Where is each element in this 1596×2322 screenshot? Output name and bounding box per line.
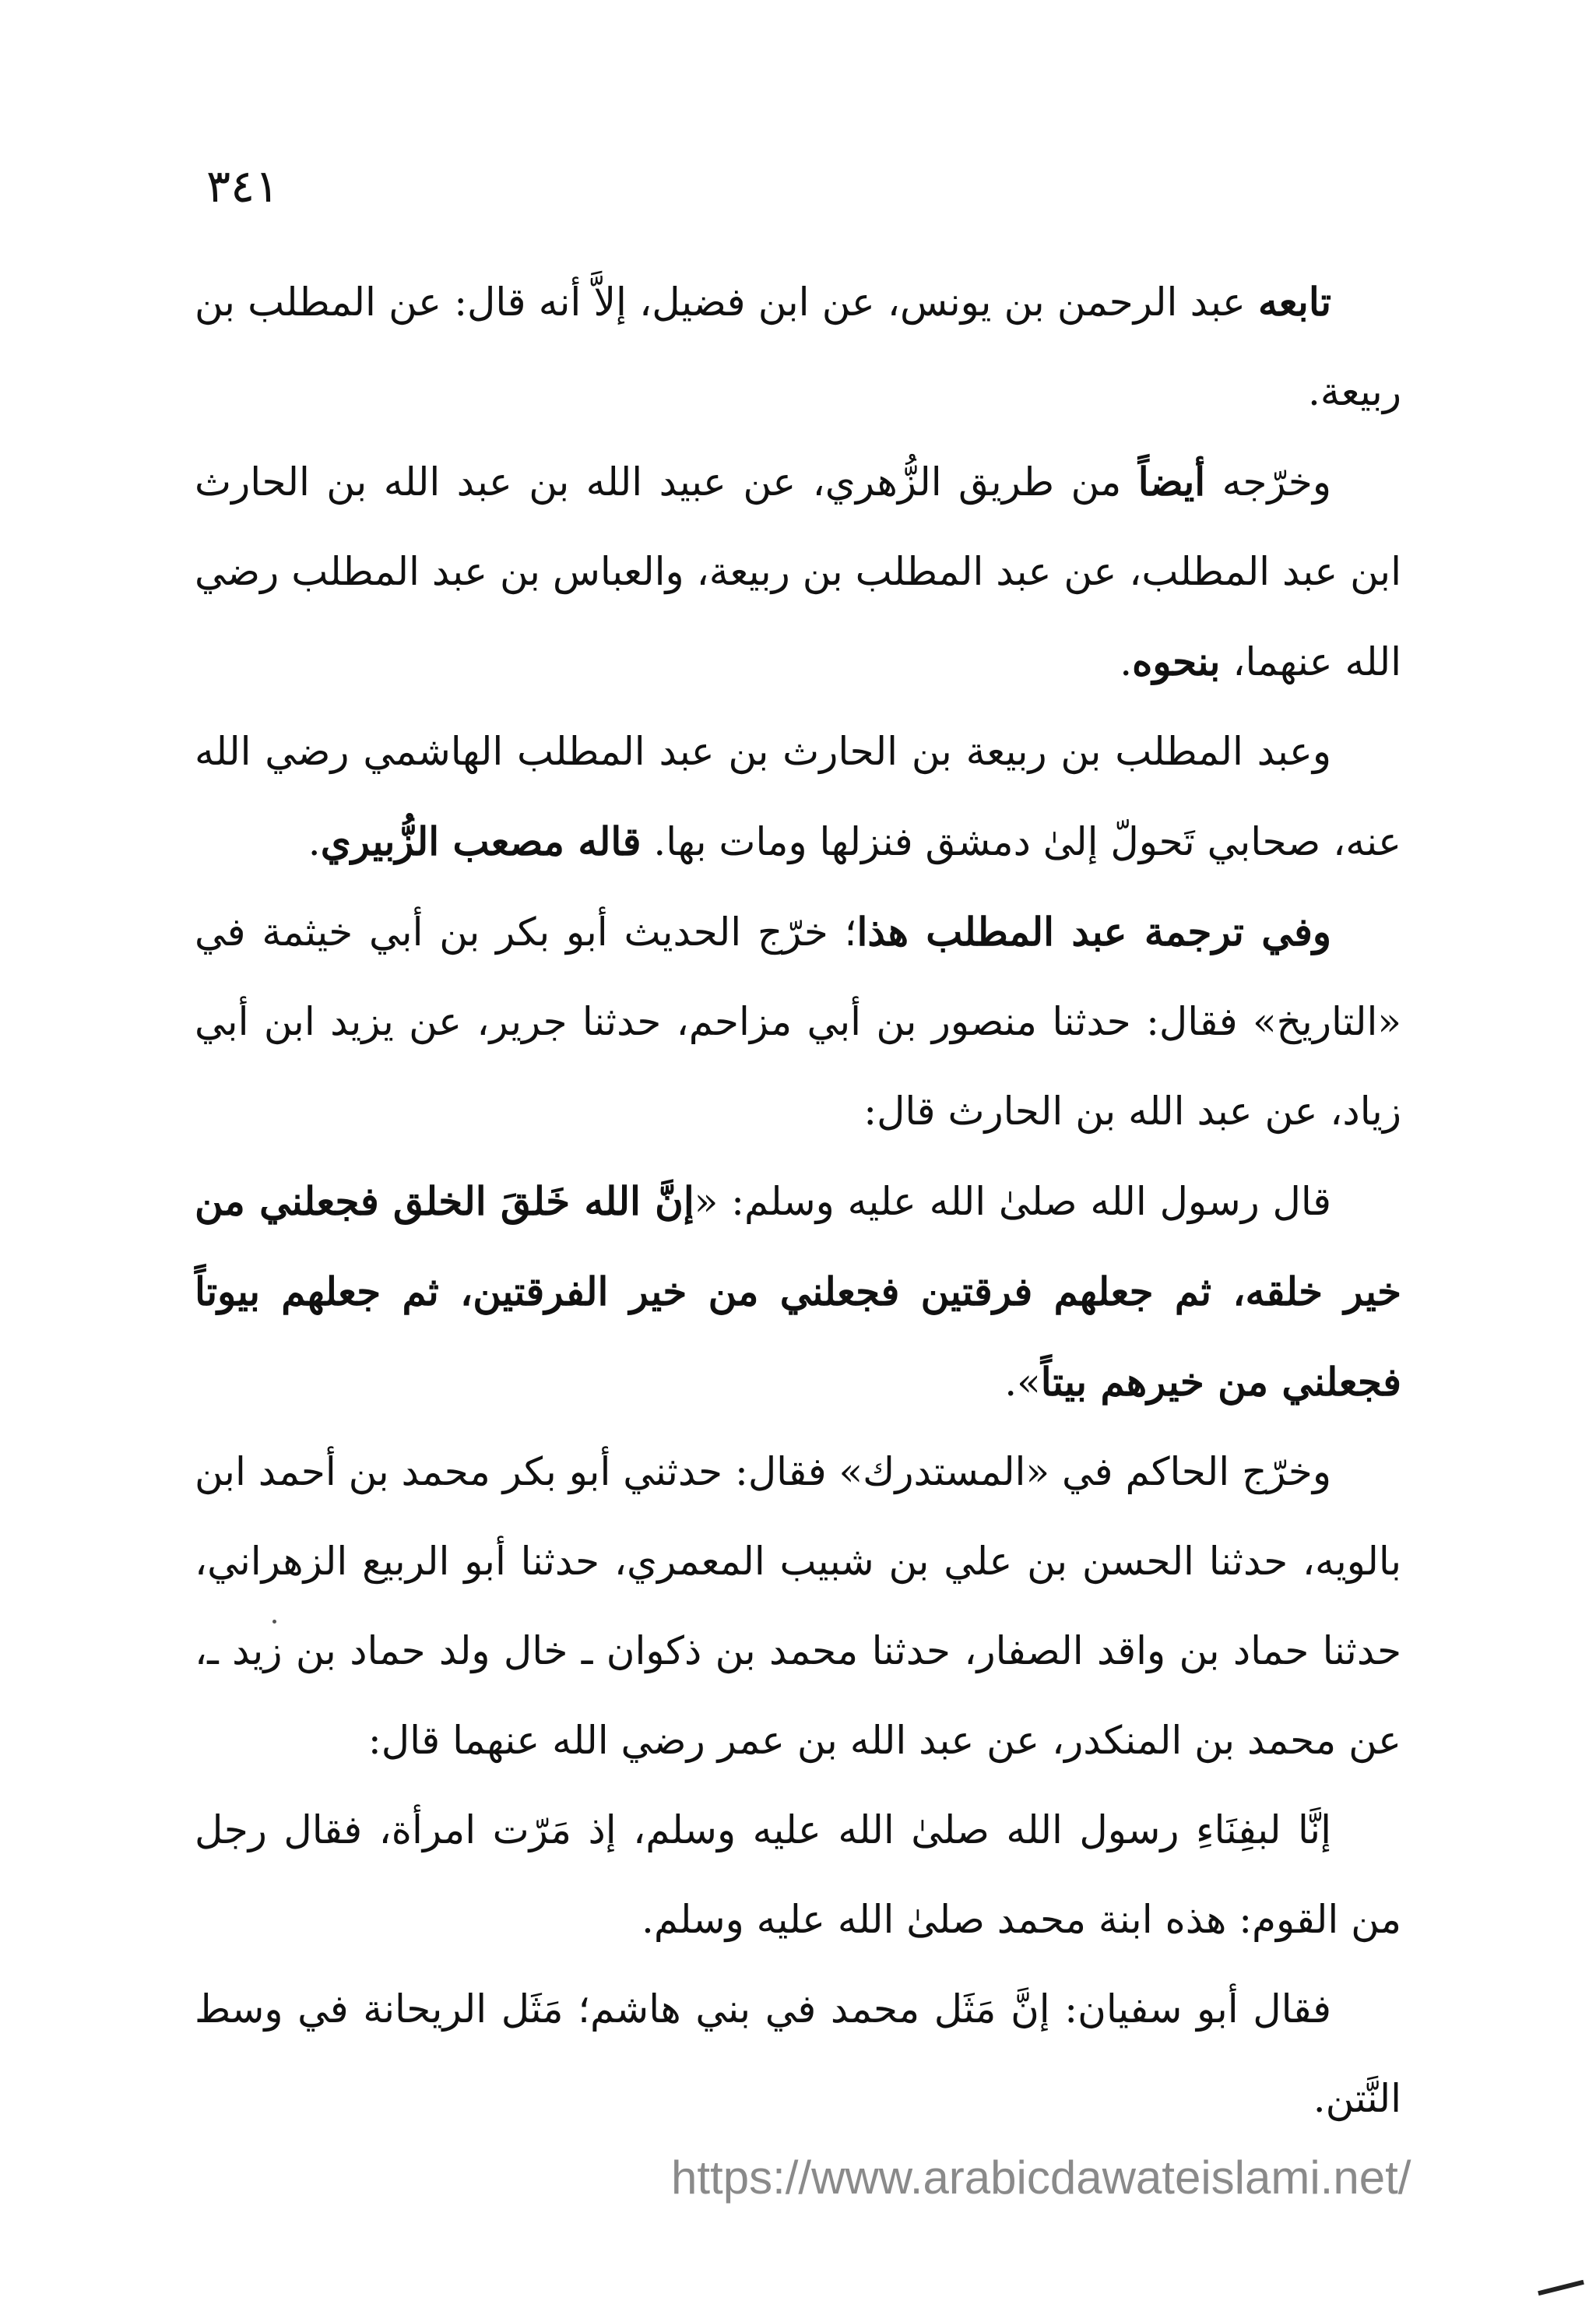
text-run: وعبد المطلب بن ربيعة بن الحارث بن عبد المطلب الهاشمي رضي الله عنه، صحابي تَحولّ إلىٰ دمشق فنزلها ومات بها. [195, 729, 1401, 864]
paragraph-5-hadith [195, 1156, 1401, 1427]
text-run: بنحوه [1132, 639, 1221, 684]
paragraph-8 [195, 1965, 1401, 2144]
paragraph-2 [195, 437, 1401, 707]
text-run: أيضاً [1137, 459, 1206, 505]
page-number: ٣٤١ [206, 160, 279, 213]
text-run: وخرّج الحاكم في «المستدرك» فقال: حدثني أبو بكر محمد بن أحمد ابن بالويه، حدثنا الحسن بن علي بن شبيب المعمري، حدثنا أبو الربيع الزهراني، حدثنا حماد بن واقد الصفار، حدثنا محمد بن ذكوان ـ خال ولد حماد بن زيد ـ، عن محمد بن المنكدر، عن عبد الله بن عمر رضي الله عنهما قال: [195, 1449, 1401, 1763]
scan-speck [272, 1620, 276, 1624]
text-run: عبد الرحمن بن يونس، عن ابن فضيل، إلاَّ أنه قال: عن المطلب بن ربيعة. [195, 280, 1401, 414]
text-run: وخرّجه [1205, 459, 1331, 505]
text-run: فقال أبو سفيان: إنَّ مَثَل محمد في بني هاشم؛ مَثَل الريحانة في وسط النَّتن. [195, 1986, 1401, 2121]
text-run: ». [1004, 1360, 1041, 1405]
paragraph-3 [195, 707, 1401, 887]
text-run: إنَّا لبفِنَاءِ رسول الله صلىٰ الله عليه وسلم، إذ مَرّت امرأة، فقال رجل من القوم: هذه ابنة محمد صلىٰ الله عليه وسلم. [195, 1807, 1401, 1942]
text-run: . [1120, 639, 1133, 684]
text-run: ؛ خرّج الحديث أبو بكر بن أبي خيثمة في «التاريخ» فقال: حدثنا منصور بن أبي مزاحم، حدثنا جرير، عن يزيد ابن أبي زياد، عن عبد الله بن الحارث قال: [195, 909, 1401, 1134]
text-run: وفي ترجمة عبد المطلب هذا [856, 909, 1332, 955]
text-run: قاله مصعب الزُّبيري [320, 818, 642, 864]
watermark-url: https://www.arabicdawateislami.net/ [671, 2151, 1411, 2204]
body-text [195, 257, 1401, 2144]
scan-corner-mark [1538, 2280, 1584, 2296]
text-run: . [308, 819, 321, 864]
text-run: قال رسول الله صلىٰ الله عليه وسلم: « [694, 1179, 1331, 1224]
paragraph-4 [195, 887, 1401, 1156]
paragraph-1 [195, 257, 1401, 437]
text-run: تابعه [1258, 279, 1331, 325]
text-run: من طريق الزُّهري، عن عبيد الله بن عبد الله بن الحارث ابن عبد المطلب، عن عبد المطلب بن ربيعة، والعباس بن عبد المطلب رضي الله عنهما، [195, 459, 1401, 684]
paragraph-6 [195, 1427, 1401, 1785]
hadith-text: إنَّ الله خَلقَ الخلق فجعلني من خير خلقه، ثم جعلهم فرقتين فجعلني من خير الفرقتين، ثم جعلهم بيوتاً فجعلني من خيرهم بيتاً [195, 1178, 1401, 1405]
paragraph-7 [195, 1785, 1401, 1965]
